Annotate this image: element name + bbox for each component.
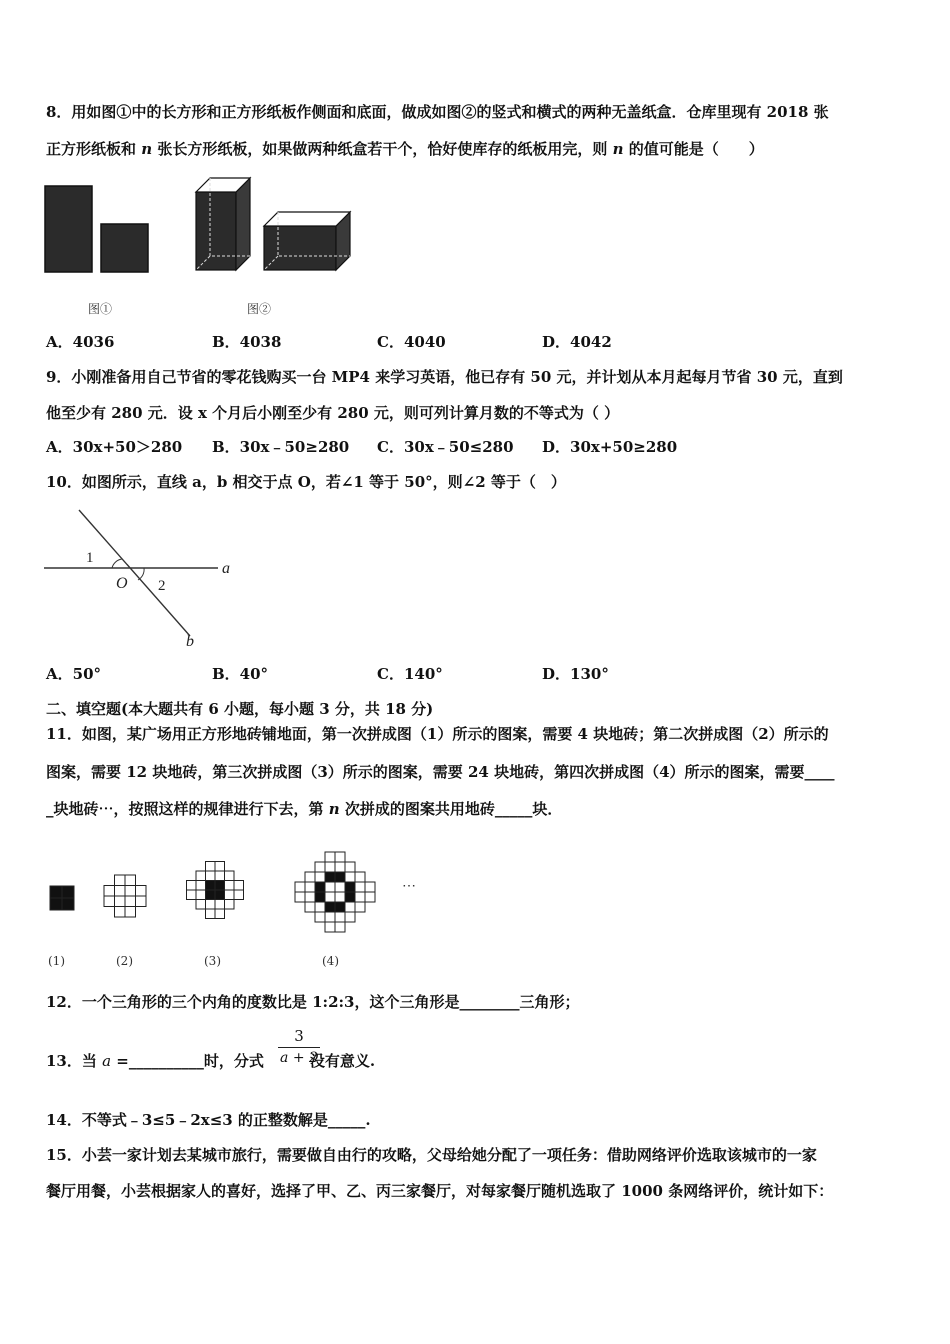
tile (234, 881, 244, 891)
q11-caption-3: (3) (204, 954, 221, 968)
q8-line1: 8．用如图①中的长方形和正方形纸板作侧面和底面，做成如图②的竖式和横式的两种无盖纸盒．仓库里现有 2018 张 (46, 103, 829, 121)
tile (325, 902, 335, 912)
q13-var-a: a (102, 1052, 112, 1070)
line-b (79, 510, 190, 636)
q8-option-b: B．4038 (212, 333, 282, 351)
q11-caption-4: (4) (322, 954, 339, 968)
tile (215, 871, 225, 881)
tile (325, 892, 335, 902)
tile (335, 902, 345, 912)
tile (335, 862, 345, 872)
tile (115, 896, 126, 907)
square-board (101, 224, 148, 272)
q10-option-a: A．50° (46, 665, 102, 683)
q11-tile-figures (0, 836, 430, 951)
tile (136, 896, 147, 907)
tile (325, 852, 335, 862)
tile (215, 862, 225, 872)
tile (325, 882, 335, 892)
q8-var-n-2: n (612, 140, 624, 158)
q13-denominator: a + 2 (280, 1050, 318, 1066)
q8-line2-b: 张长方形纸板，如果做两种纸盒若干个，恰好使库存的纸板用完，则 (152, 140, 613, 158)
q9-option-d: D．30x+50≥280 (542, 438, 678, 456)
tile (315, 912, 325, 922)
q8-figure-2 (192, 172, 357, 277)
tile (315, 882, 325, 892)
tile (345, 902, 355, 912)
tile (62, 886, 74, 898)
tile (365, 892, 375, 902)
tile (225, 890, 235, 900)
q13-fraction (276, 1026, 322, 1067)
q13-numerator: 3 (294, 1027, 304, 1045)
label-line-b: b (186, 633, 194, 650)
tile (305, 902, 315, 912)
tile (345, 912, 355, 922)
tile (206, 890, 216, 900)
tile (196, 881, 206, 891)
tile (187, 881, 197, 891)
tile (206, 909, 216, 919)
q8-line2-c: 的值可能是（ ） (623, 140, 764, 158)
tile (215, 909, 225, 919)
tile (315, 892, 325, 902)
q10-line1: 10．如图所示，直线 a，b 相交于点 O，若∠1 等于 50°，则∠2 等于（ ） (46, 473, 566, 491)
q13-eq: =__________时，分式 (111, 1052, 264, 1070)
q9-option-a: A．30x+50＞280 (46, 438, 183, 456)
tile (115, 907, 126, 918)
tile-pattern-1 (50, 886, 74, 910)
tile (325, 872, 335, 882)
q11-caption-1: (1) (48, 954, 65, 968)
q10-option-c: C．140° (377, 665, 443, 683)
tile (206, 871, 216, 881)
tile (50, 886, 62, 898)
q13-suffix: 没有意义. (309, 1052, 376, 1070)
label-angle-2: 2 (158, 578, 166, 594)
tile (136, 886, 147, 897)
tile (125, 886, 136, 897)
q11-line2: 图案，需要 12 块地砖，第三次拼成图（3）所示的图案，需要 24 块地砖，第四次拼成图（4）所示的图案，需要____ (46, 763, 835, 781)
rectangle-board (45, 186, 92, 272)
tile-pattern-2 (104, 875, 146, 917)
q10-figure (44, 508, 244, 650)
tile (196, 900, 206, 910)
tile (215, 881, 225, 891)
tile (355, 882, 365, 892)
q8-option-d: D．4042 (542, 333, 612, 351)
tile (196, 890, 206, 900)
q11-line3 (46, 799, 562, 819)
tile (206, 881, 216, 891)
tile (325, 922, 335, 932)
q15-line1: 15．小芸一家计划去某城市旅行，需要做自由行的攻略，父母给她分配了一项任务：借助网络评价选取该城市的一家 (46, 1146, 817, 1164)
q8-option-c: C．4040 (377, 333, 446, 351)
label-line-a: a (222, 560, 230, 577)
q13-line (46, 1051, 375, 1071)
tile (305, 892, 315, 902)
tile (115, 875, 126, 886)
tile (125, 875, 136, 886)
q10-option-b: B．40° (212, 665, 269, 683)
tile (335, 912, 345, 922)
tile (315, 862, 325, 872)
q10-option-d: D．130° (542, 665, 609, 683)
q8-option-a: A．4036 (46, 333, 115, 351)
tile (225, 871, 235, 881)
q9-option-c: C．30x﹣50≤280 (377, 438, 514, 456)
q8-fig2-caption: 图② (247, 302, 272, 316)
tile (355, 902, 365, 912)
tile-pattern-3 (187, 862, 244, 919)
q11-line3-a: _块地砖⋯，按照这样的规律进行下去，第 (46, 800, 329, 818)
tile (225, 881, 235, 891)
tile (335, 872, 345, 882)
tile (104, 886, 115, 897)
tile (125, 907, 136, 918)
q8-figure-1 (44, 184, 154, 276)
tile (62, 898, 74, 910)
tile (215, 900, 225, 910)
q11-line1: 11．如图，某广场用正方形地砖铺地面，第一次拼成图（1）所示的图案，需要 4 块地砖；第二次拼成图（2）所示的 (46, 725, 829, 743)
tile (325, 862, 335, 872)
tile (335, 882, 345, 892)
q14-line1: 14．不等式﹣3≤5﹣2x≤3 的正整数解是_____. (46, 1111, 371, 1129)
tile-pattern-4 (295, 852, 375, 932)
tile (225, 900, 235, 910)
tile (187, 890, 197, 900)
q11-ellipsis: ⋯ (402, 878, 416, 894)
q8-line2-a: 正方形纸板和 (46, 140, 142, 158)
tile (295, 892, 305, 902)
tile (206, 862, 216, 872)
tile (50, 898, 62, 910)
tile (355, 892, 365, 902)
tile (196, 871, 206, 881)
q8-var-n: n (141, 140, 153, 158)
tile (315, 902, 325, 912)
tile (215, 890, 225, 900)
tile (305, 872, 315, 882)
tile (345, 882, 355, 892)
tile (325, 912, 335, 922)
tile (365, 882, 375, 892)
q11-var-n: n (328, 800, 340, 818)
label-point-o: O (116, 575, 128, 592)
q11-caption-2: (2) (116, 954, 133, 968)
q8-line2 (46, 139, 764, 159)
q15-line2: 餐厅用餐，小芸根据家人的喜好，选择了甲、乙、丙三家餐厅，对每家餐厅随机选取了 1000 条网络评价，统计如下： (46, 1182, 834, 1200)
q8-fig1-caption: 图① (88, 302, 113, 316)
horizontal-box (264, 212, 350, 270)
tile (305, 882, 315, 892)
q9-line1: 9．小刚准备用自己节省的零花钱购买一台 MP4 来学习英语，他已存有 50 元，并计划从本月起每月节省 30 元，直到 (46, 368, 843, 386)
tile (115, 886, 126, 897)
label-angle-1: 1 (86, 550, 94, 566)
tile (104, 896, 115, 907)
q11-line3-b: 次拼成的图案共用地砖_____块． (339, 800, 563, 818)
angle-1-arc (112, 559, 122, 568)
tile (234, 890, 244, 900)
tile (345, 872, 355, 882)
q12-line1: 12．一个三角形的三个内角的度数比是 1:2:3，这个三角形是________三角形； (46, 993, 580, 1011)
tile (345, 862, 355, 872)
tile (125, 896, 136, 907)
tile (335, 852, 345, 862)
tile (335, 892, 345, 902)
tile (315, 872, 325, 882)
q9-line2: 他至少有 280 元．设 x 个月后小刚至少有 280 元，则可列计算月数的不等式为（ ） (46, 404, 620, 422)
q13-prefix: 13．当 (46, 1052, 103, 1070)
tile (345, 892, 355, 902)
tile (355, 872, 365, 882)
tile (206, 900, 216, 910)
tile (335, 922, 345, 932)
q9-option-b: B．30x﹣50≥280 (212, 438, 350, 456)
vertical-box (196, 178, 250, 270)
section2-title: 二、填空题(本大题共有 6 小题，每小题 3 分，共 18 分) (46, 700, 434, 718)
tile (295, 882, 305, 892)
